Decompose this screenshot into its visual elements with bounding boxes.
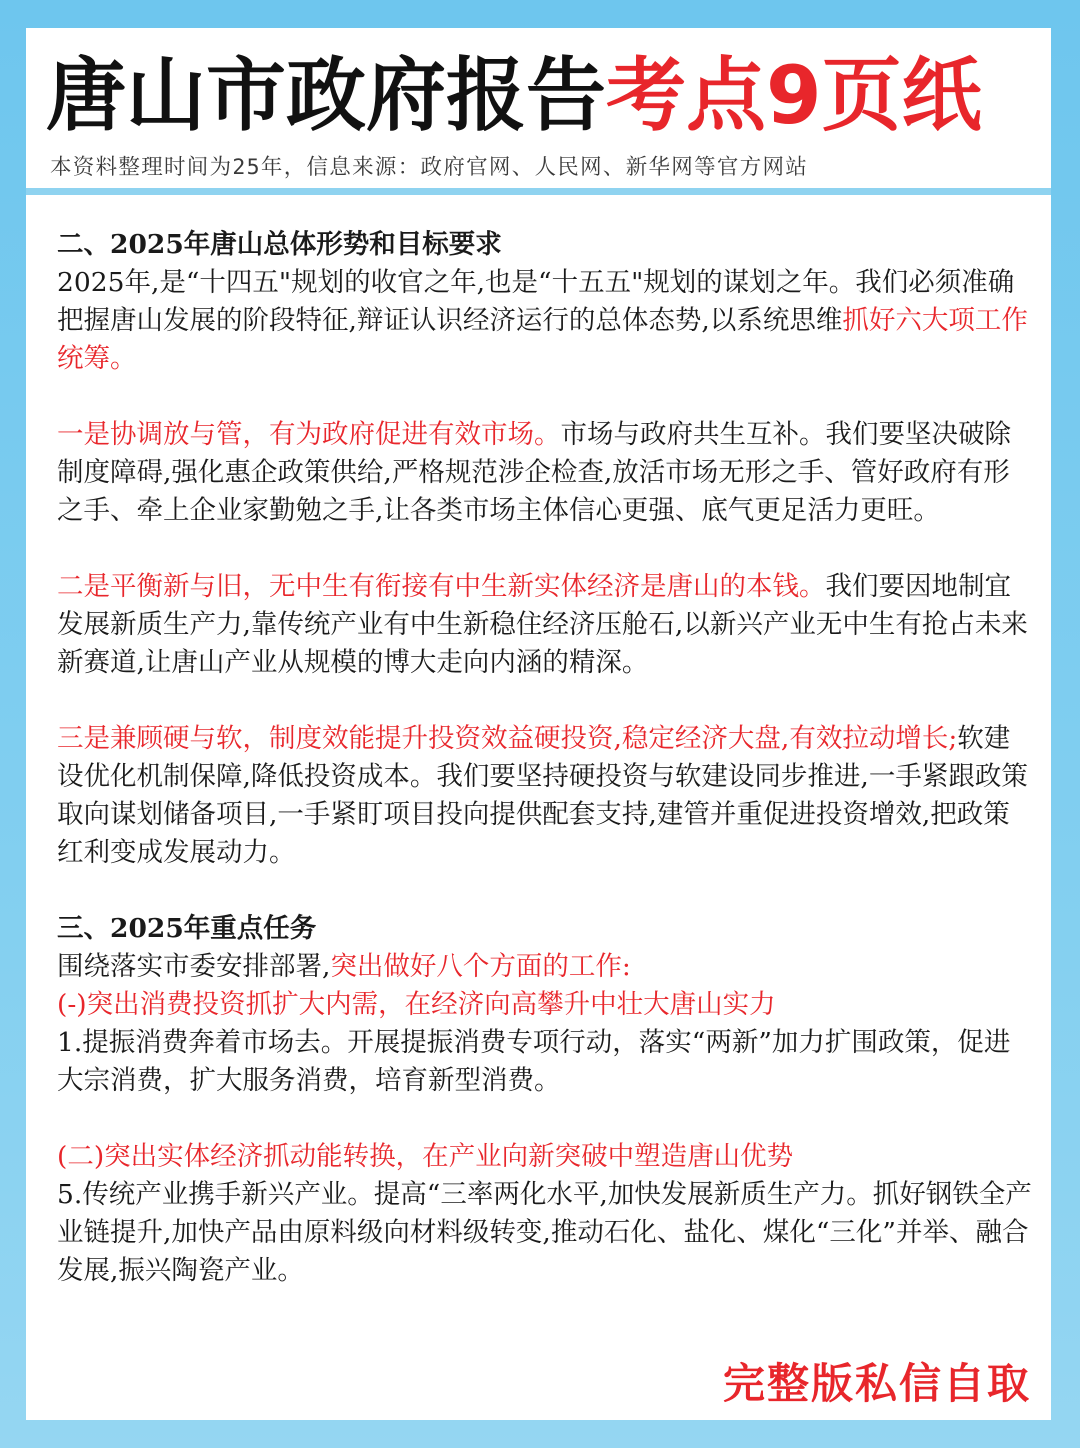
title-highlight: 考点9页纸	[606, 49, 982, 142]
section-3-intro-highlight: 突出做好八个方面的工作:	[330, 951, 631, 982]
section-2-intro-highlight: 抓好六大项工作统筹。	[57, 305, 1028, 374]
footer-cta: 完整版私信自取	[722, 1359, 1031, 1408]
source-note: 本资料整理时间为25年，信息来源：政府官网、人民网、新华网等官方网站	[50, 155, 809, 180]
subsection-1-heading: (-)突出消费投资抓扩大内需，在经济向高攀升中壮大唐山实力	[57, 989, 776, 1020]
point-1-highlight: 一是协调放与管，有为政府促进有效市场。	[57, 419, 561, 450]
page-title	[46, 36, 982, 156]
point-3-text: 软建设优化机制保障,降低投资成本。我们要坚持硬投资与软建设同步推进,一手紧跟政策取向谋划储备项目,一手紧盯项目投向提供配套支持,建管并重促进投资增效,把政策红利变成发展动力。	[57, 723, 1028, 868]
section-2-intro-text: 2025年,是“十四五"规划的收官之年,也是“十五五"规划的谋划之年。我们必须准确把握唐山发展的阶段特征,辩证认识经济运行的总体态势,以系统思维	[57, 267, 1015, 336]
point-2-paragraph	[57, 568, 1032, 682]
point-1-text: 市场与政府共生互补。我们要坚决破除制度障碍,强化惠企政策供给,严格规范涉企检查,放活市场无形之手、管好政府有形之手、牵上企业家勤勉之手,让各类市场主体信心更强、底气更足活力更旺。	[57, 419, 1011, 526]
subsection-1-text: 1.提振消费奔着市场去。开展提振消费专项行动，落实“两新”加力扩围政策，促进大宗消费，扩大服务消费，培育新型消费。	[57, 1027, 1011, 1096]
report-content	[57, 226, 1032, 1290]
section-2-heading: 二、2025年唐山总体形势和目标要求	[57, 229, 502, 260]
point-3-paragraph	[57, 720, 1032, 872]
point-2-text: 我们要因地制宜发展新质生产力,靠传统产业有中生新稳住经济压舱石,以新兴产业无中生有抢占未来新赛道,让唐山产业从规模的博大走向内涵的精深。	[57, 571, 1028, 678]
title-main: 唐山市政府报告	[46, 49, 606, 142]
subsection-2-text: 5.传统产业携手新兴产业。提高“三率两化水平,加快发展新质生产力。抓好钢铁全产业链提升,加快产品由原料级向材料级转变,推动石化、盐化、煤化“三化”并举、融合发展,振兴陶瓷产业。	[57, 1179, 1032, 1286]
section-3-intro-text: 围绕落实市委安排部署,	[57, 951, 331, 982]
header	[26, 28, 1051, 192]
point-3-highlight: 三是兼顾硬与软，制度效能提升投资效益硬投资,稳定经济大盘,有效拉动增长;	[57, 723, 958, 754]
point-2-highlight: 二是平衡新与旧，无中生有衔接有中生新实体经济是唐山的本钱。	[57, 571, 826, 602]
document-card	[26, 28, 1051, 1420]
subsection-2-heading: (二)突出实体经济抓动能转换，在产业向新突破中塑造唐山优势	[57, 1141, 794, 1172]
point-1-paragraph	[57, 416, 1032, 530]
section-3-intro	[57, 948, 1032, 986]
section-3-heading: 三、2025年重点任务	[57, 913, 317, 944]
section-2-intro	[57, 264, 1032, 378]
header-divider	[26, 188, 1051, 195]
